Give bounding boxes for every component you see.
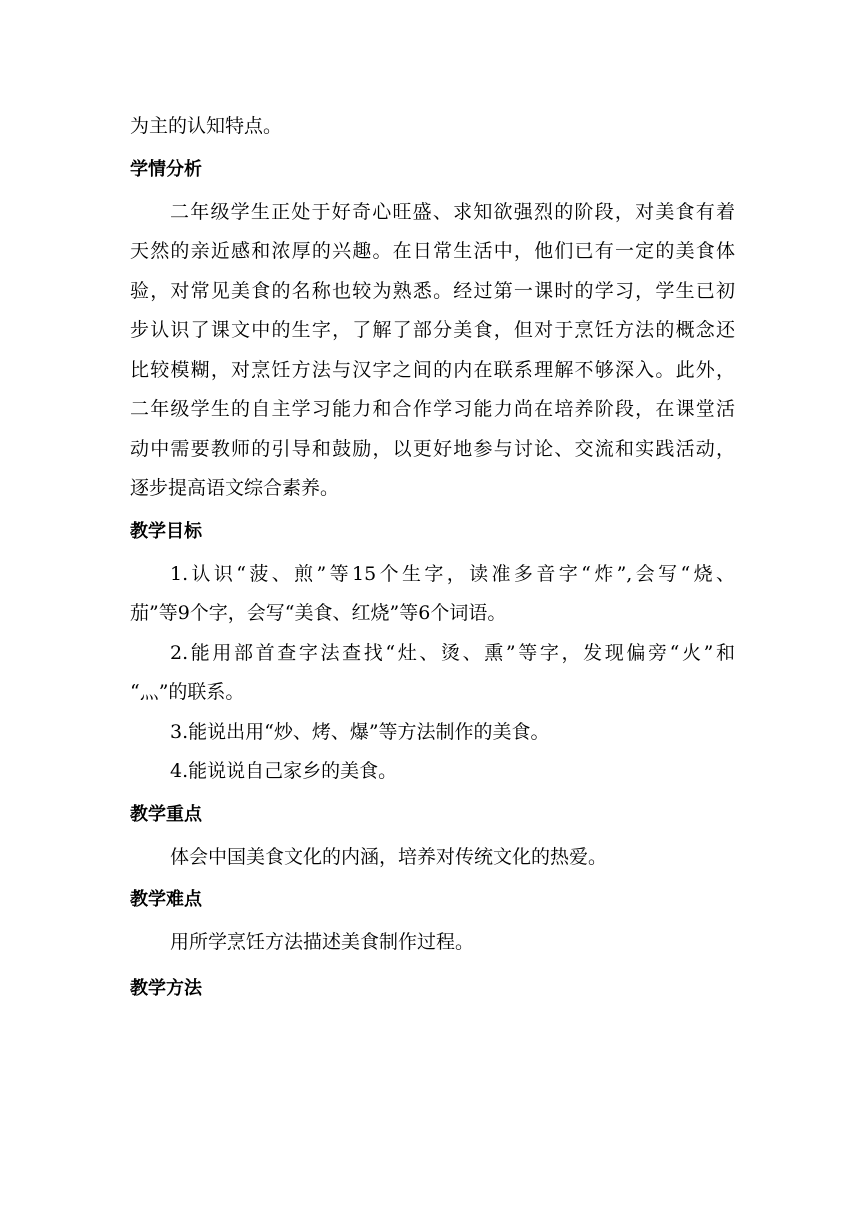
section-heading-methods: 教学方法 <box>130 977 202 999</box>
section-body-key-points <box>130 838 735 878</box>
paragraph-line: 比较模糊，对烹饪方法与汉字之间的内在联系理解不够深入。此外， <box>130 358 735 381</box>
section-body-situation <box>130 193 735 509</box>
paragraph-line: 步认识了课文中的生字，了解了部分美食，但对于烹饪方法的概念还 <box>130 319 735 341</box>
section-heading-key-points: 教学重点 <box>130 803 202 825</box>
goal-item-1-line: 1.认识“菠、煎”等15个生字，读准多音字“炸”,会写“烧、 <box>170 562 735 585</box>
goal-item-3: 3.能说出用“炒、烤、爆”等方法制作的美食。 <box>170 720 550 743</box>
section-heading-situation: 学情分析 <box>130 158 202 180</box>
paragraph-line: 天然的亲近感和浓厚的兴趣。在日常生活中，他们已有一定的美食体 <box>130 240 735 262</box>
continuation-text: 为主的认知特点。 <box>130 115 283 137</box>
goal-item-4: 4.能说说自己家乡的美食。 <box>170 760 398 782</box>
section-heading-goals: 教学目标 <box>130 520 202 542</box>
goal-item-2-line: “灬”的联系。 <box>130 681 245 703</box>
paragraph-line: 体会中国美食文化的内涵，培养对传统文化的热爱。 <box>170 845 608 868</box>
document-body <box>130 107 735 1015</box>
goal-item-1-line: 茄”等9个字，会写“美食、红烧”等6个词语。 <box>130 602 507 624</box>
paragraph-line: 逐步提高语文综合素养。 <box>130 477 340 499</box>
paragraph-line: 动中需要教师的引导和鼓励，以更好地参与讨论、交流和实践活动， <box>130 437 735 460</box>
paragraph-line: 验，对常见美食的名称也较为熟悉。经过第一课时的学习，学生已初 <box>130 279 735 302</box>
paragraph-line: 二年级学生的自主学习能力和合作学习能力尚在培养阶段，在课堂活 <box>130 398 735 420</box>
section-body-goals <box>130 555 735 792</box>
goal-item-2-line: 2.能用部首查字法查找“灶、烫、熏”等字，发现偏旁“火”和 <box>170 641 735 664</box>
section-body-difficulties <box>130 923 735 963</box>
paragraph-line: 二年级学生正处于好奇心旺盛、求知欲强烈的阶段，对美食有着 <box>170 200 735 223</box>
paragraph-line: 用所学烹饪方法描述美食制作过程。 <box>170 931 475 953</box>
section-heading-difficulties: 教学难点 <box>130 889 202 910</box>
